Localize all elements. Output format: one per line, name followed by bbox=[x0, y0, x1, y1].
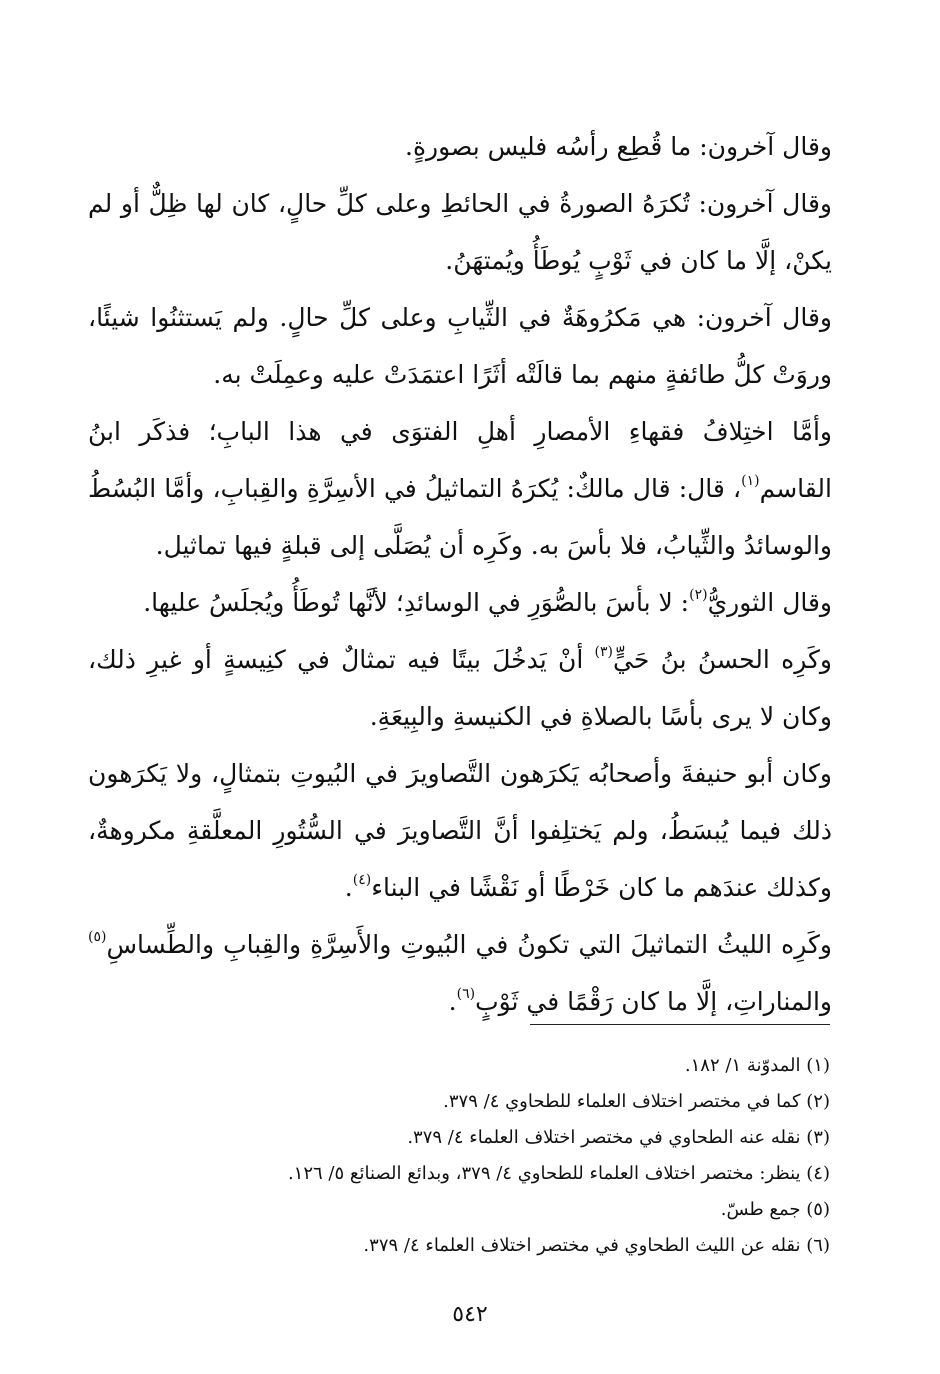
paragraph-text: وأمَّا اختِلافُ فقهاءِ الأمصارِ أهلِ الفتوَى في هذا البابِ؛ فذكَر ابنُ القاسم bbox=[88, 417, 832, 503]
paragraph-6 bbox=[88, 631, 854, 745]
footnote-ref-1[interactable]: (١) bbox=[741, 473, 760, 489]
paragraph-text: . bbox=[448, 987, 457, 1016]
paragraph-text: . bbox=[344, 873, 353, 902]
page-number: ٥٤٢ bbox=[452, 1302, 488, 1327]
paragraph-8 bbox=[88, 916, 854, 1030]
paragraph-text: وكَرِه الحسنُ بنُ حَيٍّ bbox=[613, 645, 832, 674]
paragraph-text: والمناراتِ، إلَّا ما كان رَقْمًا في ثَوْبٍ bbox=[475, 987, 832, 1016]
paragraph-1 bbox=[88, 118, 854, 175]
footnote-separator bbox=[530, 1024, 830, 1025]
footnote-2: (٢) كما في مختصر اختلاف العلماء للطحاوي ٤/ ٣٧٩. bbox=[443, 1091, 830, 1112]
paragraph-text: وقال الثوريُّ bbox=[707, 588, 832, 617]
footnote-3: (٣) نقله عنه الطحاوي في مختصر اختلاف العلماء ٤/ ٣٧٩. bbox=[407, 1127, 830, 1148]
footnote-ref-6[interactable]: (٦) bbox=[456, 986, 476, 1002]
paragraph-3 bbox=[88, 289, 854, 403]
paragraph-7 bbox=[88, 745, 854, 916]
main-text bbox=[88, 118, 854, 1030]
footnote-ref-4[interactable]: (٤) bbox=[352, 872, 372, 888]
footnote-4: (٤) ينظر: مختصر اختلاف العلماء للطحاوي ٤/ ٣٧٩، وبدائع الصنائع ٥/ ١٢٦. bbox=[287, 1163, 830, 1184]
paragraph-text: وقال آخرون: ما قُطِع رأسُه فليس بصورةٍ. bbox=[405, 132, 832, 161]
paragraph-5 bbox=[88, 574, 854, 631]
paragraph-text: وقال آخرون: تُكرَهُ الصورةُ في الحائطِ وعلى كلِّ حالٍ، كان لها ظِلٌّ أو لم يكنْ، إلَّا ما كان في ثَوْبٍ يُوطَأُ ويُمتهَنُ. bbox=[88, 189, 832, 275]
footnote-ref-3[interactable]: (٣) bbox=[594, 644, 614, 660]
footnote-ref-5[interactable]: (٥) bbox=[88, 929, 107, 945]
paragraph-text: وكَرِه الليثُ التماثيلَ التي تكونُ في البُيوتِ والأَسِرَّةِ والقِبابِ والطِّساسِ bbox=[106, 930, 832, 959]
footnotes-list bbox=[88, 1048, 830, 1264]
footnote-5: (٥) جمع طسّ. bbox=[720, 1199, 830, 1220]
footnote-1: (١) المدوّنة ١/ ١٨٢. bbox=[684, 1055, 830, 1076]
paragraph-text: وقال آخرون: هي مَكرُوهَةٌ في الثِّيابِ وعلى كلِّ حالٍ. ولم يَستثنُوا شيئًا، وروَتْ كلُّ طائفةٍ منهم بما قالَتْه أثَرًا اعتمَدَتْ عليه وعمِلَتْ به. bbox=[88, 303, 832, 389]
paragraph-text: وكان أبو حنيفةَ وأصحابُه يَكرَهون التَّصاويرَ في البُيوتِ بتمثالٍ، ولا يَكرَهون ذلك فيما يُبسَطُ، ولم يَختلِفوا أنَّ التَّصاويرَ في السُّتُورِ المعلَّقةِ مكروهةٌ، وكذلك عندَهم ما كان خَرْطًا أو نَقْشًا في البناء bbox=[88, 759, 832, 902]
paragraph-2 bbox=[88, 175, 854, 289]
footnote-ref-2[interactable]: (٢) bbox=[689, 587, 708, 603]
footnote-6: (٦) نقله عن الليث الطحاوي في مختصر اختلاف العلماء ٤/ ٣٧٩. bbox=[363, 1235, 830, 1256]
paragraph-text: : لا بأسَ بالصُّوَرِ في الوسائدِ؛ لأنَّها تُوطَأُ ويُجلَسُ عليها. bbox=[143, 588, 690, 617]
paragraph-text: أنْ يَدخُلَ بيتًا فيه تمثالٌ في كنِيسةٍ أو غيرِ ذلك، وكان لا يرى بأسًا بالصلاةِ في الكنيسةِ والبِيعَةِ. bbox=[88, 645, 832, 731]
paragraph-text: ، قال: قال مالكٌ: يُكرَهُ التماثيلُ في الأسِرَّةِ والقِبابِ، وأمَّا البُسُطُ والوسائدُ والثِّيابُ، فلا بأسَ به. وكَرِه أن يُصَلَّى إلى قبلةٍ فيها تماثيل. bbox=[88, 474, 832, 560]
paragraph-4 bbox=[88, 403, 854, 574]
